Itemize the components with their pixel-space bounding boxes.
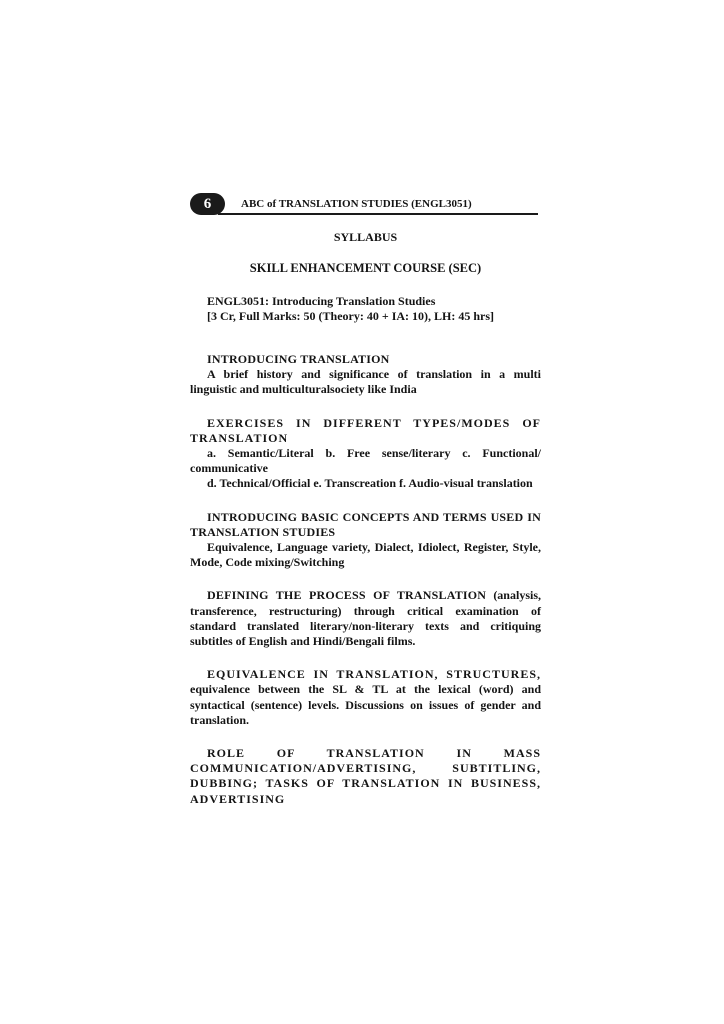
- section-heading: INTRODUCING BASIC CONCEPTS AND TERMS USED IN TRANSLATION STUDIES: [190, 509, 541, 539]
- course-code-line: ENGL3051: Introducing Translation Studies: [207, 294, 436, 308]
- section-heading: EQUIVALENCE IN TRANSLATION, STRUCTURES,: [207, 667, 541, 682]
- page-header: [190, 193, 541, 217]
- section-heading: INTRODUCING TRANSLATION: [207, 352, 390, 366]
- section-heading: EXERCISES IN DIFFERENT TYPES/MODES OF TRANSLATION: [190, 415, 541, 445]
- section-line: a. Semantic/Literal b. Free sense/literary c. Functional/ communicative: [190, 446, 541, 476]
- section-heading: DEFINING THE PROCESS OF TRANSLATION: [207, 588, 487, 603]
- course-credit-line: [3 Cr, Full Marks: 50 (Theory: 40 + IA: 10), LH: 45 hrs]: [207, 309, 495, 323]
- section-introducing-translation: [190, 352, 541, 398]
- section-heading: ROLE OF TRANSLATION IN MASS COMMUNICATION/ADVERTISING, SUBTITLING, DUBBING; TASKS OF TRANSLATION IN BUSINESS, ADVERTISING: [190, 746, 541, 806]
- document-page: [190, 193, 541, 807]
- course-info: [190, 294, 541, 324]
- section-equivalence: [190, 667, 541, 728]
- section-exercises: [190, 416, 541, 492]
- section-role-of-translation: [190, 746, 541, 807]
- section-body: (analysis, transference, restructuring) through critical examination of standard translated literary/non-literary texts and critiquing subtitles of English and Hindi/Bengali films.: [190, 588, 541, 649]
- section-body: Equivalence, Language variety, Dialect, Idiolect, Register, Style, Mode, Code mixing/Switching: [190, 540, 541, 570]
- section-body: A brief history and significance of translation in a multi linguistic and multiculturalsociety like India: [190, 367, 541, 397]
- course-category: SKILL ENHANCEMENT COURSE (SEC): [249, 261, 482, 275]
- section-body: equivalence between the SL & TL at the lexical (word) and syntactical (sentence) levels. Discussions on issues of gender and translation.: [190, 682, 541, 727]
- section-line: d. Technical/Official e. Transcreation f. Audio-visual translation: [207, 476, 533, 491]
- header-rule: [218, 213, 538, 215]
- section-defining-process: [190, 588, 541, 649]
- page-number-badge: 6: [190, 193, 225, 215]
- page-title: SYLLABUS: [333, 230, 398, 244]
- running-head: ABC of TRANSLATION STUDIES (ENGL3051): [241, 198, 472, 210]
- section-basic-concepts: [190, 510, 541, 571]
